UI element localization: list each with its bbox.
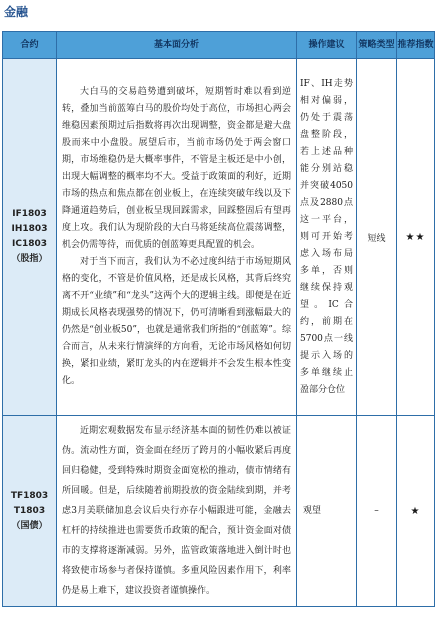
analysis-paragraph: 大白马的交易趋势遭到破坏，短期暂时难以看到逆转，叠加当前蓝筹白马的股价均处于高位，市场担心两会维稳因素预期过后指数将再次出现调整，资金都是避大盘股而来中小盘股。展望后市，当前市场仍处于两会窗口期，市场维稳仍是大概率事件，不管是主板还是中小创，出现大幅调整的概率均不大。受益于政策面的利好，近期市场的热点和焦点都在创业板上，在连续突破年线以及下降通道趋势后，创业板呈现回踩需求，回踩整固后有望再度上攻。我们认为现阶段的大白马将延续高位震荡调整，机会仍需等待，而优质的创蓝筹更具配置的机会。 — [62, 87, 291, 250]
recommend-index-stars: ★★ — [397, 59, 435, 416]
table-header-row — [3, 32, 435, 59]
strategy-type-cell: – — [357, 416, 397, 607]
contract-code: T1803 — [13, 505, 46, 516]
analysis-cell — [57, 59, 297, 416]
contract-category: （国债） — [11, 520, 48, 531]
table-row — [3, 416, 435, 607]
table-row — [3, 59, 435, 416]
recommend-index-stars: ★ — [397, 416, 435, 607]
strategy-type-cell: 短线 — [357, 59, 397, 416]
contract-code: IC1803 — [11, 239, 47, 249]
analysis-cell — [57, 416, 297, 607]
contract-code: IF1803 — [12, 209, 47, 219]
header-analysis: 基本面分析 — [57, 32, 297, 59]
strategy-table — [2, 31, 435, 607]
advice-cell: IF、IH走势相对偏弱，仍处于震荡盘整阶段，若上述品种能分别站稳并突破4050点及2880点这一平台，则可开始考虑入场布局多单，否则继续保持观望。IC合约，前期在5700点一线提示入场的多单继续止盈部分仓位 — [297, 59, 357, 416]
advice-cell: 观望 — [297, 416, 357, 607]
analysis-paragraph: 对于当下而言，我们认为不必过度纠结于市场短期风格的变化，不管是价值风格，还是成长风格，其背后终究离不开“业绩”和“龙头”这两个大的逻辑主线。即便是在近期成长风格表现强势的情况下，仍可清晰看到涨幅最大的仍然是“创业板50”，也就是通常我们所指的“创蓝筹”。综合而言，从未来行情演绎的方向看，无论市场风格如何切换，紧扣业绩，紧盯龙头的内在逻辑并不会发生根本性变化。 — [62, 257, 291, 386]
header-strategy-type: 策略类型 — [357, 32, 397, 59]
contract-cell — [3, 59, 57, 416]
contract-code: IH1803 — [11, 224, 48, 234]
header-contract: 合约 — [3, 32, 57, 59]
header-advice: 操作建议 — [297, 32, 357, 59]
header-recommend-index: 推荐指数 — [397, 32, 435, 59]
contract-category: （股指） — [11, 254, 48, 264]
contract-code: TF1803 — [10, 490, 49, 501]
section-title: 金融 — [4, 5, 29, 19]
analysis-paragraph: 近期宏观数据发布显示经济基本面的韧性仍难以被证伪。流动性方面，资金面在经历了跨月的小幅收紧后再度回归稳健，受到特殊时期资金面宽松的推动，债市情绪有所回暖。但是，后续随着前期投放的资金陆续到期，并考虑3月美联储加息会议后央行亦存小幅跟进可能，金融去杠杆的持续推进也需要货币政策的配合，预计资金面对债市的支撑将逐渐减弱。另外，监管政策落地进入倒计时也将致使市场参与者保持谨慎。多重风险因素作用下，利率仍是易上难下，建议投资者谨慎操作。 — [62, 426, 291, 596]
contract-cell — [3, 416, 57, 607]
